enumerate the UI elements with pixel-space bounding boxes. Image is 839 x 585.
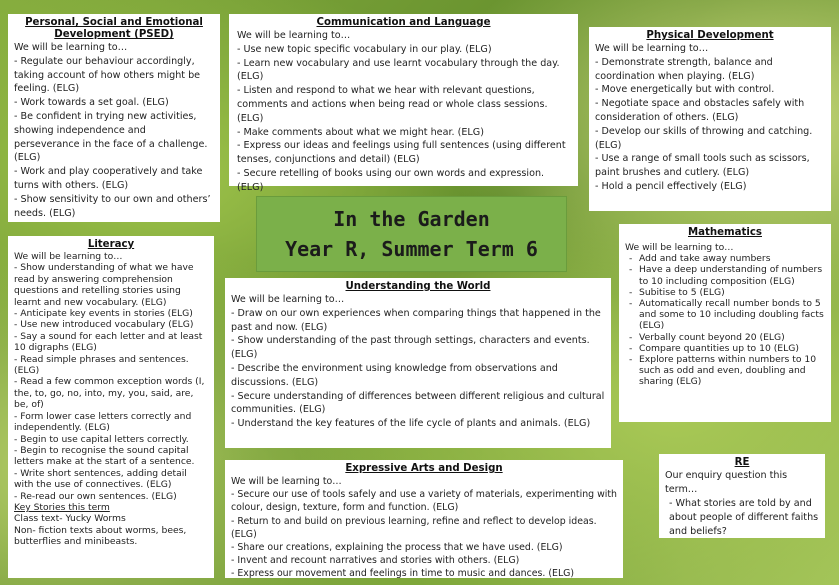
understanding-item: - Secure understanding of differences between different religious and cultural communities. (ELG)	[231, 390, 605, 416]
communication-item: - Learn new vocabulary and use learnt vocabulary through the day. (ELG)	[237, 57, 560, 83]
literacy-item: - Read simple phrases and sentences. (ELG)	[14, 353, 189, 377]
mathematics-item: - Explore patterns within numbers to 10 such as odd and even, doubling and sharing (ELG)	[625, 354, 825, 388]
expressive-item: - Express our movement and feelings in time to music and dances. (ELG)	[231, 568, 575, 580]
physical-item: - Use a range of small tools such as scissors, paint brushes and cutlery. (ELG)	[595, 153, 810, 179]
literacy-item: - Anticipate key events in stories (ELG)	[14, 308, 193, 320]
physical-item: - Negotiate space and obstacles safely with consideration of others. (ELG)	[595, 98, 805, 123]
communication-item: - Listen and respond to what we hear with relevant questions, comments and actions when being read or whole class sessions. (ELG)	[237, 85, 548, 124]
literacy-item: - Write short sentences, adding detail with the use of connectives. (ELG)	[14, 467, 187, 491]
psed-item: - Be confident in trying new activities, showing independence and perseverance in the face of a challenge. (ELG)	[14, 110, 208, 164]
literacy-intro: We will be learning to…	[14, 251, 123, 262]
expressive-item: - Invent and recount narratives and stories with others. (ELG)	[231, 555, 520, 567]
class-text: Class text- Yucky Worms	[14, 513, 126, 525]
literacy-item: - Read a few common exception words (I, the, to, go, no, into, my, you, said, are, be, of)	[14, 376, 205, 411]
mathematics-item: - Add and take away numbers	[625, 253, 825, 264]
mathematics-panel	[619, 224, 831, 422]
expressive-item: - Share our creations, explaining the process that we have used. (ELG)	[231, 542, 563, 554]
communication-item: - Use new topic specific vocabulary in our play. (ELG)	[237, 43, 492, 55]
understanding-panel	[225, 278, 611, 448]
psed-item: - Work and play cooperatively and take turns with others. (ELG)	[14, 166, 203, 191]
re-intro: Our enquiry question this term…	[665, 470, 788, 495]
communication-item: - Make comments about what we might hear. (ELG)	[237, 126, 484, 138]
literacy-item: - Begin to use capital letters correctly.	[14, 433, 189, 445]
literacy-item: - Say a sound for each letter and at least 10 digraphs (ELG)	[14, 330, 203, 354]
expressive-heading: Expressive Arts and Design	[345, 463, 503, 474]
mathematics-item: - Automatically recall number bonds to 5 and some to 10 including doubling facts (ELG)	[625, 298, 825, 332]
psed-item: - Work towards a set goal. (ELG)	[14, 97, 169, 109]
understanding-heading: Understanding the World	[345, 281, 491, 292]
mathematics-item: - Compare quantities up to 10 (ELG)	[625, 343, 825, 354]
understanding-intro: We will be learning to…	[231, 294, 345, 305]
understanding-item: - Describe the environment using knowledge from observations and discussions. (ELG)	[231, 362, 558, 388]
physical-item: - Develop our skills of throwing and catching. (ELG)	[595, 125, 813, 151]
expressive-panel	[225, 460, 623, 578]
expressive-item: - Secure our use of tools safely and use a variety of materials, experimenting with colour, design, texture, form and function. (ELG)	[231, 489, 617, 514]
literacy-item: - Begin to recognise the sound capital letters make at the start of a sentence.	[14, 444, 195, 468]
re-panel	[659, 454, 825, 538]
communication-heading: Communication and Language	[316, 17, 491, 28]
communication-panel	[229, 14, 578, 193]
communication-item: - Express our ideas and feelings using full sentences (using different tenses, conjunctions and detail) (ELG)	[237, 140, 566, 166]
title-line-2: Year R, Summer Term 6	[285, 237, 538, 261]
communication-intro: We will be learning to…	[237, 30, 351, 41]
mathematics-item: - Subitise to 5 (ELG)	[625, 287, 825, 298]
literacy-item: - Use new introduced vocabulary (ELG)	[14, 319, 194, 331]
re-heading: RE	[734, 457, 750, 468]
physical-item: - Hold a pencil effectively (ELG)	[595, 180, 747, 192]
understanding-item: - Show understanding of the past through settings, characters and events. (ELG)	[231, 335, 590, 361]
mathematics-intro: We will be learning to…	[625, 242, 734, 253]
literacy-panel	[8, 236, 214, 578]
psed-panel	[8, 14, 220, 222]
mathematics-item: - Verbally count beyond 20 (ELG)	[625, 332, 825, 343]
psed-item: - Show sensitivity to our own and others’ needs. (ELG)	[14, 193, 211, 219]
physical-panel	[589, 27, 831, 211]
physical-intro: We will be learning to…	[595, 43, 709, 54]
literacy-item: - Re-read our own sentences. (ELG)	[14, 490, 177, 502]
physical-heading: Physical Development	[646, 30, 774, 41]
key-stories-heading: Key Stories this term	[14, 501, 110, 513]
re-question: - What stories are told by and about people of different faiths and beliefs?	[669, 498, 819, 537]
literacy-heading: Literacy	[87, 239, 135, 250]
non-fiction-text: Non- fiction texts about worms, bees, butterflies and minibeasts.	[14, 524, 187, 548]
mathematics-item: - Have a deep understanding of numbers to 10 including composition (ELG)	[625, 264, 825, 286]
literacy-item: - Form lower case letters correctly and independently. (ELG)	[14, 410, 192, 434]
psed-intro: We will be learning to…	[14, 42, 128, 53]
title-line-1: In the Garden	[333, 207, 490, 231]
physical-item: - Demonstrate strength, balance and coordination when playing. (ELG)	[595, 56, 773, 82]
literacy-item: - Show understanding of what we have read by answering comprehension questions and retelling stories using learnt and new vocabulary. (ELG)	[14, 262, 194, 308]
title-banner	[256, 196, 567, 272]
expressive-intro: We will be learning to…	[231, 476, 342, 487]
mathematics-heading: Mathematics	[688, 227, 762, 238]
expressive-item: - Return to and build on previous learning, refine and reflect to develop ideas. (ELG)	[231, 515, 597, 540]
psed-item: - Regulate our behaviour accordingly, taking account of how others might be feeling. (ELG)	[14, 55, 201, 95]
understanding-item: - Draw on our own experiences when comparing things that happened in the past and now. (ELG)	[231, 307, 601, 333]
understanding-item: - Understand the key features of the life cycle of plants and animals. (ELG)	[231, 418, 591, 430]
communication-item: - Secure retelling of books using our own words and expression. (ELG)	[237, 167, 545, 193]
physical-item: - Move energetically but with control.	[595, 84, 775, 96]
psed-heading: Personal, Social and Emotional Development (PSED)	[25, 17, 203, 40]
